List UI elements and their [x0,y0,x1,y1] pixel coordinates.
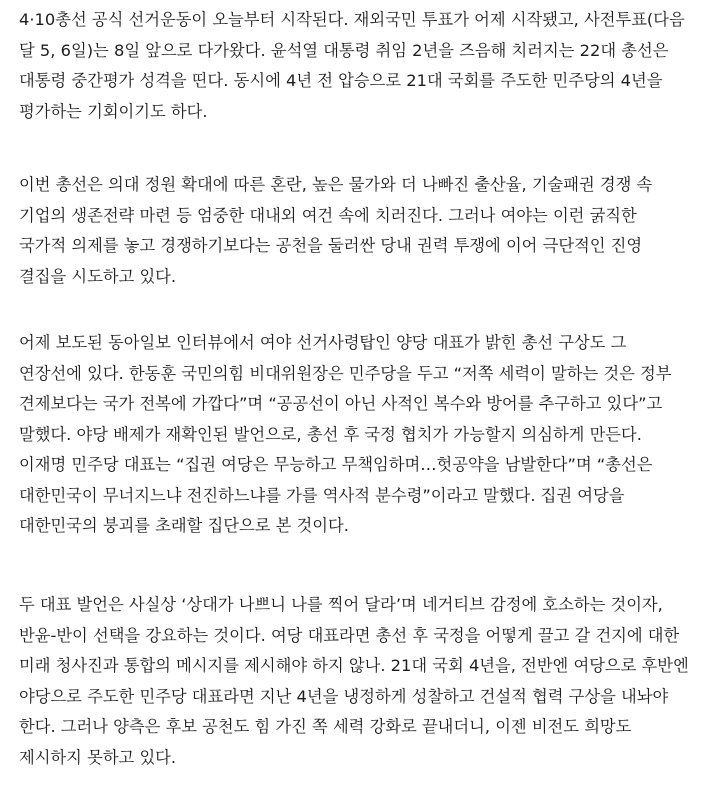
paragraph-1 [19,5,685,127]
text-line: 미래 청사진과 통합의 메시지를 제시해야 하지 않나. 21대 국회 4년을, 전반엔 여당으로 후반엔 [19,656,689,675]
text-line: 평가하는 기회이기도 하다. [19,101,208,121]
text-line: 이재명 민주당 대표는 “집권 여당은 무능하고 무책임하며…헛공약을 남발한다”며 “총선은 [19,455,653,474]
text-line: 대한민국의 붕괴를 초래할 집단으로 본 것이다. [19,516,349,535]
text-line: 기업의 생존전략 마련 등 엄중한 대내외 여건 속에 치러진다. 그러나 여야는 이런 굵직한 [19,205,637,225]
text-line: 야당으로 주도한 민주당 대표라면 지난 4년을 냉정하게 성찰하고 건설적 협력 구상을 내놔야 [19,686,669,706]
text-line: 이번 총선은 의대 정원 확대에 따른 혼란, 높은 물가와 더 나빠진 출산율, 기술패권 경쟁 속 [19,175,653,194]
text-line: 결집을 시도하고 있다. [19,266,177,286]
text-line: 대한민국이 무너지느냐 전진하느냐를 가를 역사적 분수령”이라고 말했다. 집권 여당을 [19,485,625,505]
text-line: 달 5, 6일)는 8일 앞으로 다가왔다. 윤석열 대통령 취임 2년을 즈음해 치러지는 22대 총선은 [19,40,669,60]
text-line: 제시하지 못하고 있다. [19,747,177,767]
text-line: 연장선에 있다. 한동훈 국민의힘 비대위원장은 민주당을 두고 “저쪽 세력이 말하는 것은 정부 [19,363,672,383]
paragraph-4 [19,590,689,773]
text-line: 말했다. 야당 배제가 재확인된 발언으로, 총선 후 국정 협치가 가능할지 의심하게 만든다. [19,424,642,444]
text-line: 두 대표 발언은 사실상 ‘상대가 나쁘니 나를 찍어 달라’며 네거티브 감정에 호소하는 것이자, [19,595,663,614]
text-line: 한다. 그러나 양측은 후보 공천도 힘 가진 쪽 세력 강화로 끝내더니, 이젠 비전도 희망도 [19,717,632,736]
text-line: 반윤-반이 선택을 강요하는 것이다. 여당 대표라면 총선 후 국정을 어떻게 끌고 갈 건지에 대한 [19,625,680,645]
paragraph-3 [19,328,671,542]
paragraph-2 [19,170,652,292]
text-line: 국가적 의제를 놓고 경쟁하기보다는 공천을 둘러싼 당내 권력 투쟁에 이어 극단적인 진영 [19,236,643,255]
text-line: 견제보다는 국가 전복에 가깝다”며 “공공선이 아닌 사적인 복수와 방어를 추구하고 있다”고 [19,394,663,413]
text-line: 4·10총선 공식 선거운동이 오늘부터 시작된다. 재외국민 투표가 어제 시작됐고, 사전투표(다음 [19,10,685,29]
text-line: 어제 보도된 동아일보 인터뷰에서 여야 선거사령탑인 양당 대표가 밝힌 총선 구상도 그 [19,333,627,352]
text-line: 대통령 중간평가 성격을 띤다. 동시에 4년 전 압승으로 21대 국회를 주도한 민주당의 4년을 [19,71,663,90]
